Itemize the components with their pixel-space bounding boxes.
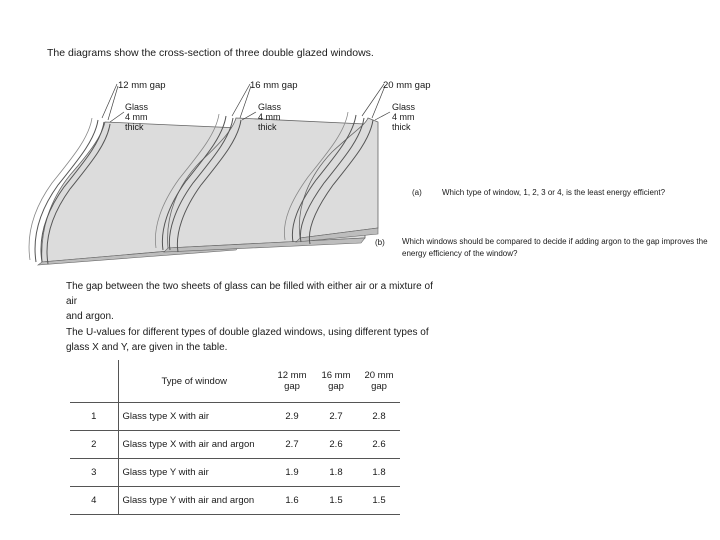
paragraph-line: and argon. [66, 311, 114, 322]
cell-12mm: 1.6 [270, 487, 314, 515]
intro-text: The diagrams show the cross-section of three double glazed windows. [47, 47, 374, 59]
question-a-letter: (a) [412, 188, 422, 197]
question-b-letter: (b) [375, 238, 385, 247]
gap-label-20mm: 20 mm gap [383, 80, 431, 91]
glass-label-2 [258, 102, 281, 132]
cell-20mm: 2.6 [358, 431, 400, 459]
glass-label-line: thick [258, 122, 277, 132]
u-value-table [70, 360, 400, 515]
header-20mm [358, 360, 400, 403]
glass-label-1 [125, 102, 148, 132]
header-line: gap [284, 381, 300, 392]
header-line: 12 mm [277, 370, 307, 381]
gap-label-12mm: 12 mm gap [118, 80, 166, 91]
glass-label-line: Glass [392, 102, 416, 112]
header-12mm [270, 360, 314, 403]
row-description: Glass type X with air [118, 403, 270, 431]
row-description: Glass type Y with air [118, 459, 270, 487]
paragraph-line: glass X and Y, are given in the table. [66, 342, 228, 353]
paragraph-gas-fill [66, 279, 446, 324]
header-line: 16 mm [321, 370, 351, 381]
glass-label-line: 4 mm [125, 112, 148, 122]
gap-label-16mm: 16 mm gap [250, 80, 298, 91]
paragraph-line: The U-values for different types of double glazed windows, using different types of [66, 327, 429, 338]
row-description: Glass type X with air and argon [118, 431, 270, 459]
glass-label-line: thick [125, 122, 144, 132]
header-number [70, 360, 118, 403]
cell-12mm: 2.7 [270, 431, 314, 459]
table-row [70, 487, 400, 515]
cell-20mm: 1.5 [358, 487, 400, 515]
glass-label-line: 4 mm [258, 112, 281, 122]
glass-label-line: Glass [125, 102, 149, 112]
header-type-of-window: Type of window [118, 360, 270, 403]
glass-label-line: Glass [258, 102, 282, 112]
row-description: Glass type Y with air and argon [118, 487, 270, 515]
row-number: 1 [70, 403, 118, 431]
table-header-row [70, 360, 400, 403]
question-b-line: energy efficiency of the window? [402, 249, 518, 258]
glass-label-line: thick [392, 122, 411, 132]
row-number: 4 [70, 487, 118, 515]
question-b-line: Which windows should be compared to decide if adding argon to the gap improves the [402, 237, 708, 246]
cell-12mm: 1.9 [270, 459, 314, 487]
table-row [70, 403, 400, 431]
header-line: gap [371, 381, 387, 392]
row-number: 2 [70, 431, 118, 459]
cell-16mm: 2.6 [314, 431, 358, 459]
table-row [70, 459, 400, 487]
glass-label-3 [392, 102, 415, 132]
cell-20mm: 1.8 [358, 459, 400, 487]
paragraph-u-values [66, 325, 446, 355]
cell-12mm: 2.9 [270, 403, 314, 431]
table-row [70, 431, 400, 459]
cell-20mm: 2.8 [358, 403, 400, 431]
question-b-text [402, 236, 714, 260]
cell-16mm: 2.7 [314, 403, 358, 431]
cell-16mm: 1.5 [314, 487, 358, 515]
header-16mm [314, 360, 358, 403]
row-number: 3 [70, 459, 118, 487]
header-line: gap [328, 381, 344, 392]
cell-16mm: 1.8 [314, 459, 358, 487]
header-line: 20 mm [364, 370, 394, 381]
question-a-text: Which type of window, 1, 2, 3 or 4, is the least energy efficient? [442, 188, 666, 197]
glass-label-line: 4 mm [392, 112, 415, 122]
paragraph-line: The gap between the two sheets of glass can be filled with either air or a mixture of air [66, 281, 433, 307]
